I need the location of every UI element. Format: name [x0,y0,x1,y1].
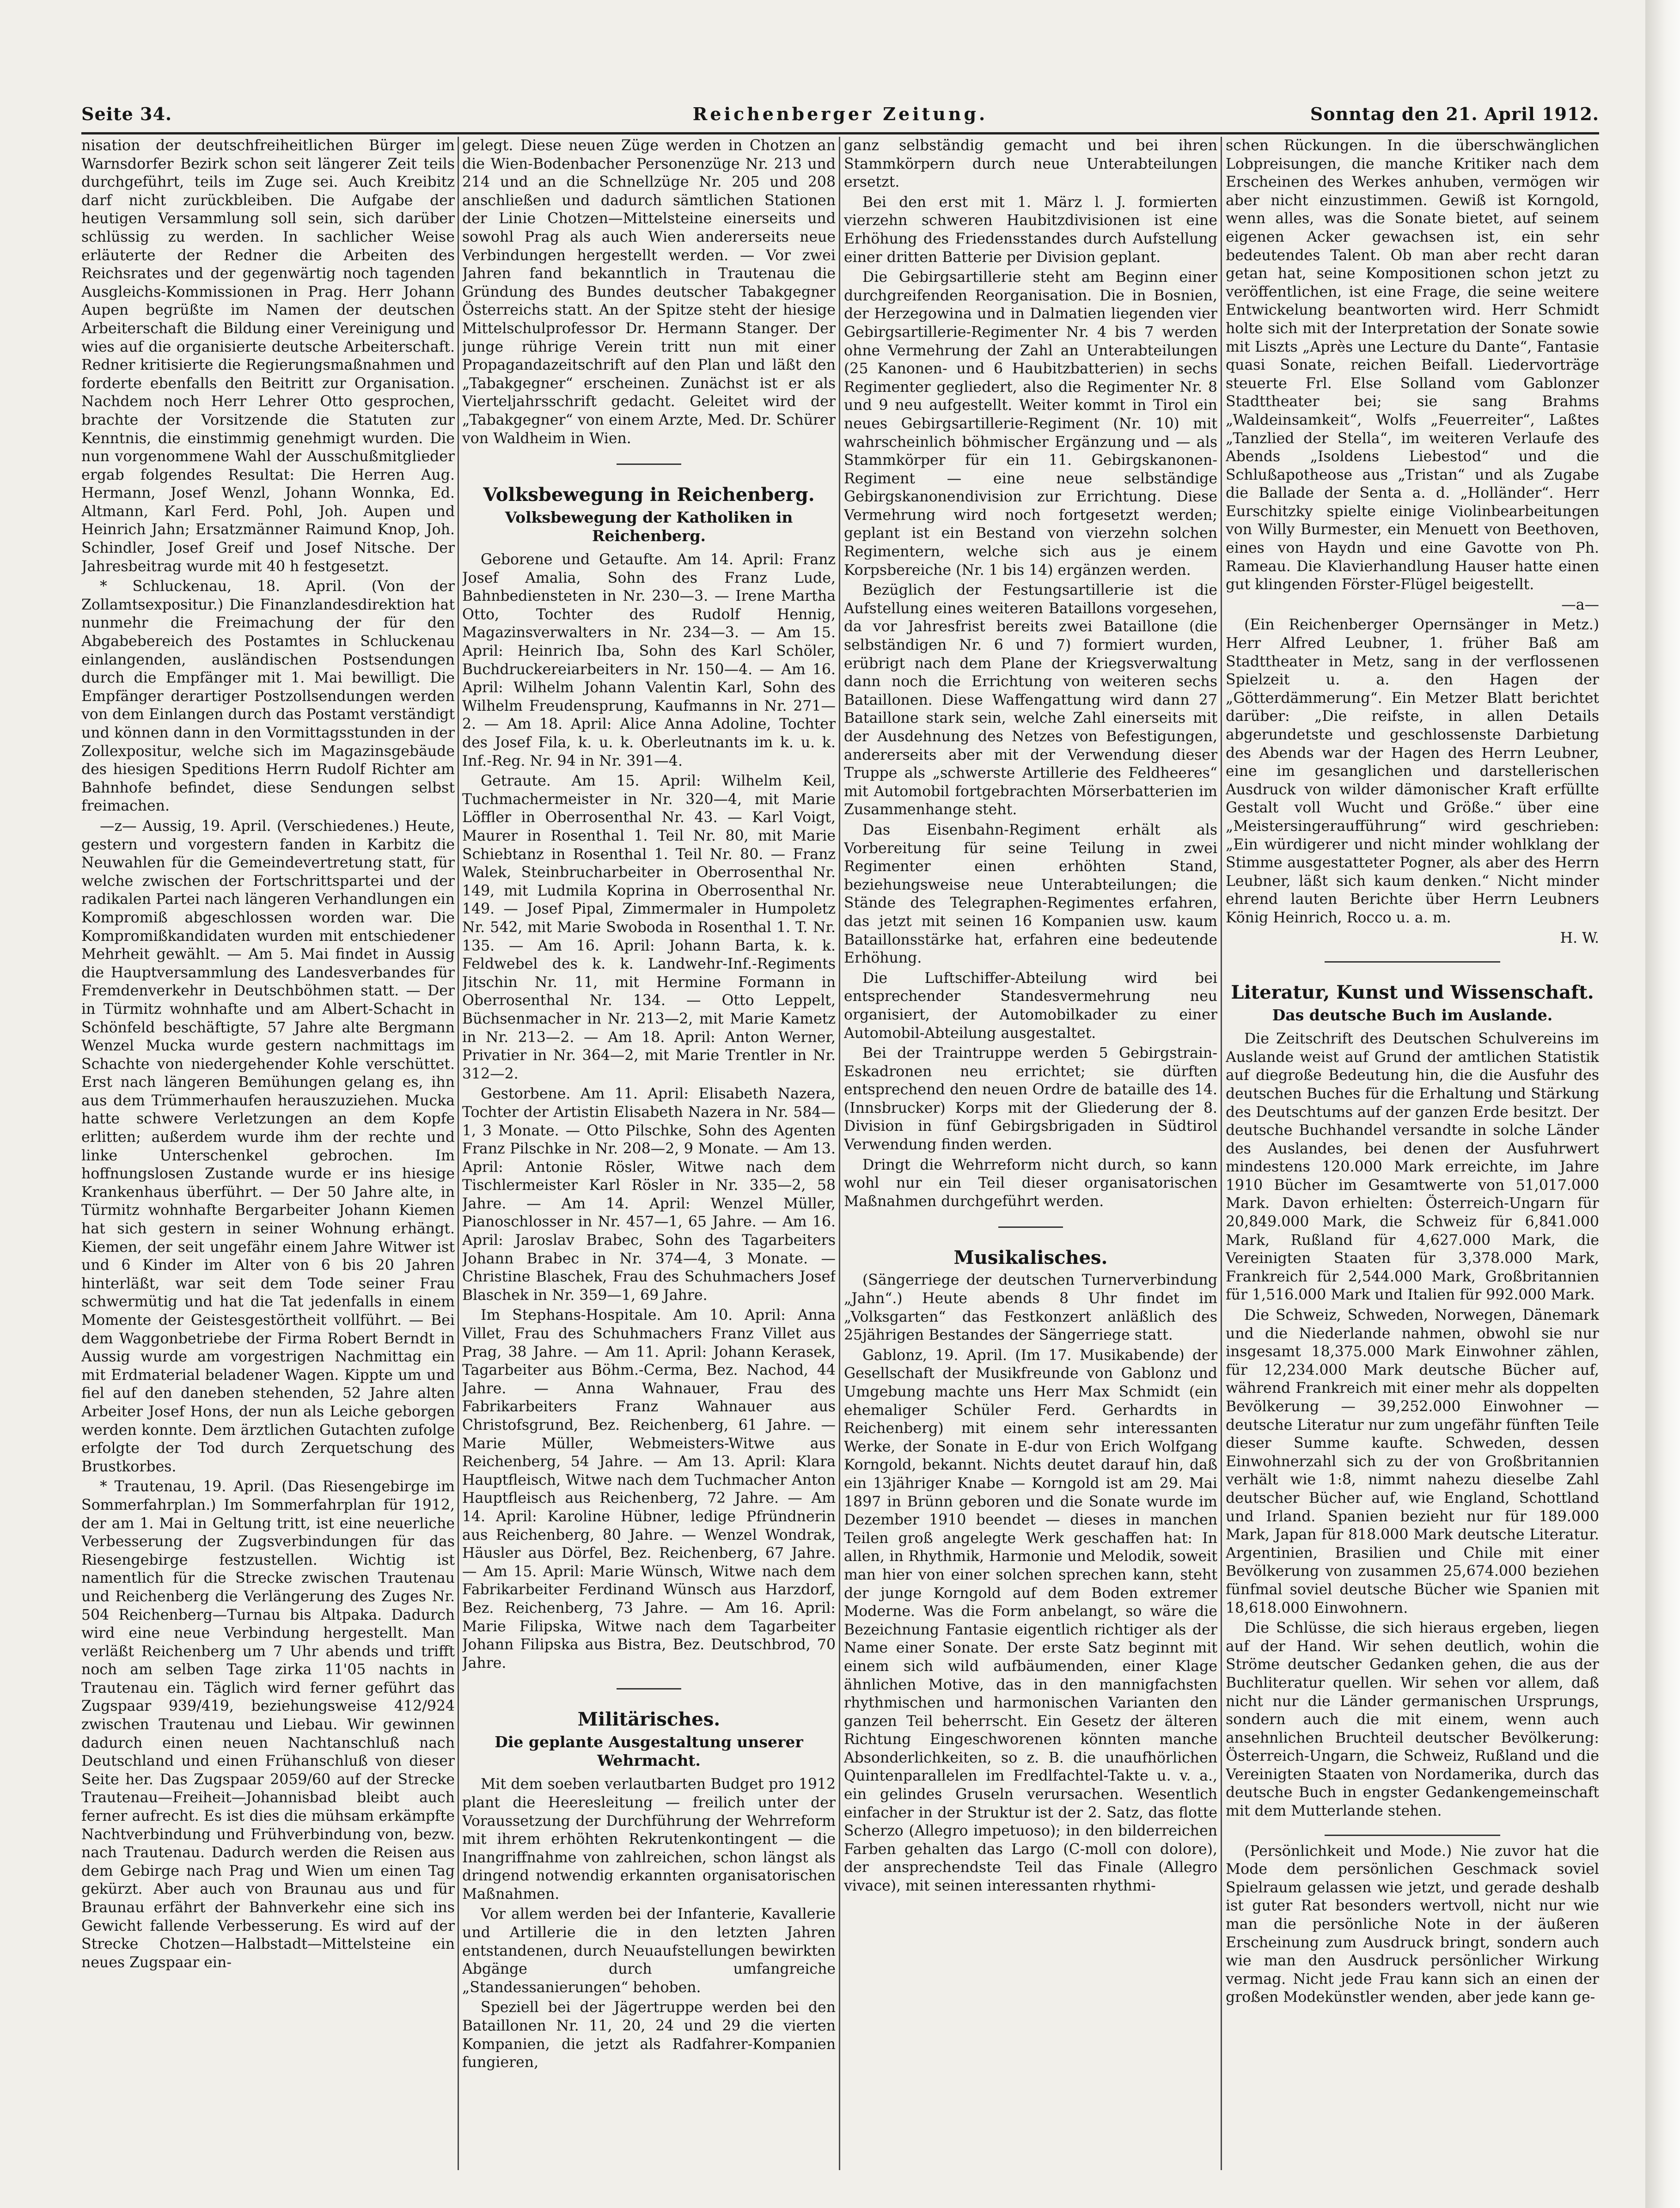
section-heading: Literatur, Kunst und Wissenschaft. [1231,982,1594,1004]
article-paragraph: Speziell bei der Jägertruppe werden bei den Bataillonen Nr. 11, 20, 24 und 29 die vierten Kompanien, die jetzt als Radfahrer-Kompanien fungieren, [462,1999,836,2071]
article-paragraph: Die Luftschiffer-Abteilung wird bei entsprechender Standesvermehrung neu organisiert, der Automobilkader zu einer Automobil-Abteilung ausgestaltet. [844,970,1217,1042]
article-paragraph: Das Eisenbahn-Regiment erhält als Vorbereitung für seine Teilung in zwei Regimenter einen erhöhten Stand, beziehungsweise neue Unterabteilungen; die Stände des Telegraphen-Regimentes erfahren, das jetzt mit seinen 16 Kompanien usw. kaum Bataillonsstärke hat, erfahren eine bedeutende Erhöhung. [844,821,1217,967]
column-divider [839,137,840,2170]
article-paragraph: Gestorbene. Am 11. April: Elisabeth Nazera, Tochter der Artistin Elisabeth Nazera in Nr. 584—1, 3 Monate. — Otto Pilschke, Sohn des Agenten Franz Pilschke in Nr. 208—2, 9 Monate. — Am 13. April: Antonie Rösler, Witwe nach dem Tischlermeister Karl Rösler in Nr. 335—2, 58 Jahre. — Am 14. April: Wenzel Müller, Pianoschlosser in Nr. 457—1, 65 Jahre. — Am 16. April: Jaroslav Brabec, Sohn des Tagarbeiters Johann Brabec in Nr. 374—4, 3 Monate. — Christine Blaschek, Frau des Schuhmachers Josef Blaschek in Nr. 359—1, 69 Jahre. [462,1086,836,1304]
column-divider [1221,137,1222,2170]
section-rule [617,464,681,465]
article-paragraph: ganz selbständig gemacht und bei ihren Stammkörpern durch neue Unterabteilungen ersetzt. [844,137,1217,191]
section-heading: Volksbewegung in Reichenberg. [483,484,815,506]
page-number: Seite 34. [81,104,172,124]
issue-date: Sonntag den 21. April 1912. [1310,104,1599,124]
section-subheading: Volksbewegung der Katholiken in Reichenberg. [505,508,793,545]
column-4 [1226,137,1599,2170]
article-paragraph: nisation der deutschfreiheitlichen Bürger im Warnsdorfer Bezirk schon seit längerer Zeit teils durchgeführt, teils im Zuge sei. Auch Kreibitz darf nicht zurückbleiben. Die Aufgabe der heutigen Versammlung soll sein, sich darüber schlüssig zu werden. In sachlicher Weise erläuterte der Redner die Arbeiten des Reichsrates und der gegenwärtig noch tagenden Ausgleichs-Kommissionen in Prag. Herr Johann Aupen begrüßte im Namen der deutschen Arbeiterschaft die Bildung einer Vereinigung und wies auf die organisierte deutsche Arbeiterschaft. Redner kritisierte die Regierungsmaßnahmen und forderte ebenfalls den Beitritt zur Organisation. Nachdem noch Herr Lehrer Otto gesprochen, brachte der Vorsitzende die Statuten zur Kenntnis, die einstimmig genehmigt wurden. Die nun vorgenommene Wahl der Ausschußmitglieder ergab folgendes Resultat: Die Herren Aug. Hermann, Josef Wenzl, Johann Wonnka, Ed. Altmann, Karl Ferd. Pohl, Joh. Aupen und Heinrich Jahn; Ersatzmänner Raimund Knop, Joh. Schindler, Josef Greif und Josef Nitsche. Der Jahresbeitrag wurde mit 40 h festgesetzt. [81,137,455,575]
section-rule [998,1226,1063,1228]
section-heading: Militärisches. [577,1708,721,1731]
page-header [81,104,1599,131]
article-paragraph: * Schluckenau, 18. April. (Von der Zollamtsexpositur.) Die Finanzlandesdirektion hat nunmehr die Freimachung der für den Abgabebereich des Postamtes in Schluckenau einlangenden, ausländischen Postsendungen durch die Empfänger mit 1. Mai bewilligt. Die Empfänger derartiger Postzollsendungen werden von dem Einlangen durch das Postamt verständigt und können dann in den Vormittagsstunden in der Zollexpositur, welche sich im Magazinsgebäude des hiesigen Speditions Herrn Rudolf Richter am Bahnhofe befindet, diese Sendungen selbst freimachen. [81,578,455,815]
article-paragraph: gelegt. Diese neuen Züge werden in Chotzen an die Wien-Bodenbacher Personenzüge Nr. 213 und 214 und an die Schnellzüge Nr. 205 und 208 anschließen und dadurch sämtlichen Stationen der Linie Chotzen—Mittelsteine einerseits und sowohl Prag als auch Wien andererseits neue Verbindungen hergestellt werden. — Vor zwei Jahren fand bekanntlich in Trautenau die Gründung des Bundes deutscher Tabakgegner Österreichs statt. An der Spitze steht der hiesige Mittelschulprofessor Dr. Hermann Stanger. Der junge rührige Verein tritt nun mit einer Propagandazeitschrift auf den Plan und läßt den „Tabakgegner“ erscheinen. Zunächst ist er als Vierteljahrsschrift gedacht. Geleitet wird der „Tabakgegner“ von einem Arzte, Med. Dr. Schürer von Waldheim in Wien. [462,137,836,447]
page-edge [1645,0,1680,2208]
section-heading: Musikalisches. [953,1247,1108,1269]
section-subheading: Die geplante Ausgestaltung unserer Wehrmacht. [495,1733,803,1770]
column-1 [81,137,455,2170]
article-paragraph: * Trautenau, 19. April. (Das Riesengebirge im Sommerfahrplan.) Im Sommerfahrplan für 1912, der am 1. Mai in Geltung tritt, ist eine neuerliche Verbesserung der Zugsverbindungen für das Riesengebirge festzustellen. Wichtig ist namentlich für die Strecke zwischen Trautenau und Reichenberg die Verlängerung des Zuges Nr. 504 Reichenberg—Turnau bis Altpaka. Dadurch wird eine neue Verbindung hergestellt. Man verläßt Reichenberg um 7 Uhr abends und trifft noch am selben Tage zirka 11'05 nachts in Trautenau ein. Täglich wird ferner geführt das Zugspaar 939/419, beziehungsweise 412/924 zwischen Trautenau und Liebau. Wir gewinnen dadurch einen neuen Nachtanschluß nach Deutschland und einen Frühanschluß von dieser Seite her. Das Zugspaar 2059/60 auf der Strecke Trautenau—Freiheit—Johannisbad bleibt auch ferner aufrecht. Es ist dies die mühsam erkämpfte Nachtverbindung und Frühverbindung von, bezw. nach Trautenau. Dadurch werden die Reisen aus dem Gebirge nach Prag und Wien um einen Tag gekürzt. Aber auch von Braunau aus und für Braunau erfährt der Bahnverkehr eine sich ins Gewicht fallende Verbesserung. Es wird auf der Strecke Chotzen—Halbstadt—Mittelsteine ein neues Zugspaar ein- [81,1478,455,1971]
column-3 [844,137,1217,2170]
article-paragraph: (Persönlichkeit und Mode.) Nie zuvor hat die Mode dem persönlichen Geschmack soviel Spielraum gelassen wie jetzt, und gerade deshalb ist guter Rat besonders wertvoll, nicht nur wie man die persönliche Note in der äußeren Erscheinung zum Ausdruck bringt, sondern auch wie man den Ausdruck persönlicher Wirkung vermag. Nicht jede Frau kann sich an einen der großen Modekünstler wenden, aber jede kann ge- [1226,1842,1599,2006]
author-signature: H. W. [1560,929,1599,946]
article-paragraph: Im Stephans-Hospitale. Am 10. April: Anna Villet, Frau des Schuhmachers Franz Villet aus Prag, 38 Jahre. — Am 11. April: Johann Kerasek, Tagarbeiter aus Böhm.-Cerma, Bez. Nachod, 44 Jahre. — Anna Wahnauer, Frau des Fabrikarbeiters Franz Wahnauer aus Christofsgrund, Bez. Reichenberg, 61 Jahre. — Marie Müller, Webmeisters-Witwe aus Reichenberg, 54 Jahre. — Am 13. April: Klara Hauptfleisch, Witwe nach dem Tuchmacher Anton Hauptfleisch aus Reichenberg, 72 Jahre. — Am 14. April: Karoline Hübner, ledige Pfründnerin aus Reichenberg, 80 Jahre. — Wenzel Wondrak, Häusler aus Dörfel, Bez. Reichenberg, 67 Jahre. — Am 15. April: Marie Wünsch, Witwe nach dem Fabrikarbeiter Ferdinand Wünsch aus Harzdorf, Bez. Reichenberg, 73 Jahre. — Am 16. April: Marie Filipska, Witwe nach dem Tagarbeiter Johann Filipska aus Bistra, Bez. Deutschbrod, 70 Jahre. [462,1307,836,1671]
article-paragraph: Bei der Traintruppe werden 5 Gebirgstrain-Eskadronen neu errichtet; sie dürften entsprechend den neuen Ordre de bataille des 14. (Innsbrucker) Korps mit der Gliederung der 8. Division in fünf Gebirgsbrigaden in Südtirol Verwendung finden werden. [844,1045,1217,1153]
article-paragraph: Dringt die Wehrreform nicht durch, so kann wohl nur ein Teil dieser organisatorischen Maßnahmen durchgeführt werden. [844,1156,1217,1210]
article-paragraph: Die Schlüsse, die sich hieraus ergeben, liegen auf der Hand. Wir sehen deutlich, wohin die Ströme deutscher Gedanken gehen, die aus der Buchliteratur quellen. Wir sehen vor allem, daß nicht nur die Länder germanischen Ursprungs, sondern auch die mit einem, wenn auch ansehnlichen Bruchteil deutscher Bevölkerung: Österreich-Ungarn, die Schweiz, Rußland und die Vereinigten Staaten von Nordamerika, durch das deutsche Buch in engster Gedankengemeinschaft mit dem Mutterlande stehen. [1226,1620,1599,1820]
column-2 [462,137,836,2170]
section-rule [617,1688,681,1690]
article-paragraph: Vor allem werden bei der Infanterie, Kavallerie und Artillerie die in den letzten Jahren entstandenen, durch Neuaufstellungen bewirkten Abgänge durch umfangreiche „Standessanierungen“ behoben. [462,1906,836,1996]
section-rule [1325,1835,1500,1836]
article-paragraph: Bei den erst mit 1. März l. J. formierten vierzehn schweren Haubitzdivisionen ist eine Erhöhung des Friedensstandes durch Aufstellung einer dritten Batterie per Division geplant. [844,194,1217,266]
section-subheading: Das deutsche Buch im Auslande. [1272,1006,1553,1025]
article-paragraph: Bezüglich der Festungsartillerie ist die Aufstellung eines weiteren Bataillons vorgesehen, da vor Jahresfrist bereits zwei Bataillone (die selbständigen Nr. 6 und 7) formiert wurden, erübrigt nach dem Plane der Kriegsverwaltung dann noch die Errichtung von weiteren sechs Bataillonen. Diese Waffengattung wird dann 27 Bataillone stark sein, welche Zahl einerseits mit der Ausdehnung des Netzes von Befestigungen, andererseits aber mit der Verwendung dieser Truppe als „schwerste Artillerie des Feldheeres“ mit Automobil fortgebrachten Mörserbatterien im Zusammenhange steht. [844,582,1217,818]
article-paragraph: —z— Aussig, 19. April. (Verschiedenes.) Heute, gestern und vorgestern fanden in Karbitz die Neuwahlen für die Gemeindevertretung statt, für welche zwischen der Fortschrittspartei und der radikalen Partei nach längeren Verhandlungen ein Kompromiß abgeschlossen worden war. Die Kompromißkandidaten wurden mit entschiedener Mehrheit gewählt. — Am 5. Mai findet in Aussig die Hauptversammlung des Landesverbandes für Fremdenverkehr in Deutschböhmen statt. — Der in Türmitz wohnhafte und am Albert-Schacht in Schönfeld beschäftigte, 57 Jahre alte Bergmann Wenzel Mucka wurde gestern nachmittags im Schachte von niedergehender Kohle verschüttet. Erst nach längeren Bemühungen gelang es, ihn aus dem Trümmerhaufen herauszuziehen. Mucka hatte schwere Verletzungen an dem Kopfe erlitten; außerdem wurde ihm der rechte und linke Unterschenkel gebrochen. Im hoffnungslosen Zustande wurde er ins hiesige Krankenhaus überführt. — Der 50 Jahre alte, in Türmitz wohnhafte Bergarbeiter Johann Kiemen hat sich gestern in seiner Wohnung erhängt. Kiemen, der seit ungefähr einem Jahre Witwer ist und 6 Kinder im Alter von 6 bis 20 Jahren hinterläßt, war seit dem Tode seiner Frau schwermütig und hat die Tat jedenfalls in einem Momente der Geistesgestörtheit vollführt. — Bei dem Waggonbetriebe der Firma Robert Berndt in Aussig wurde am vorgestrigen Nachmittag ein mit Erdmaterial beladener Wagen. Kippte um und fiel auf den daneben stehenden, 52 Jahre alten Arbeiter Josef Hons, der nun als Leiche geborgen werden konnte. Dem ärztlichen Gutachten zufolge erfolgte der Tod durch Zerquetschung des Brustkorbes. [81,817,455,1475]
column-divider [458,137,459,2170]
author-signature: —a— [1561,596,1599,613]
article-paragraph: Geborene und Getaufte. Am 14. April: Franz Josef Amalia, Sohn des Franz Lude, Bahnbediensteten in Nr. 230—3. — Irene Martha Otto, Tochter des Rudolf Hennig, Magazinsverwalters in Nr. 234—3. — Am 15. April: Heinrich Iba, Sohn des Karl Schöler, Buchdruckereiarbeiters in Nr. 150—4. — Am 16. April: Wilhelm Johann Valentin Karl, Sohn des Wilhelm Freudensprung, Kaufmanns in Nr. 271—2. — Am 18. April: Alice Anna Adoline, Tochter des Josef Fila, k. u. k. Oberleutnants im k. u. k. Inf.-Reg. Nr. 94 in Nr. 391—4. [462,551,836,769]
article-paragraph: Mit dem soeben verlautbarten Budget pro 1912 plant die Heeresleitung — freilich unter der Voraussetzung der Durchführung der Wehrreform mit ihrem erhöhten Rekrutenkontingent — die Inangriffnahme von zahlreichen, schon längst als dringend notwendig erkannten organisatorischen Maßnahmen. [462,1776,836,1903]
newspaper-title: Reichenberger Zeitung. [692,104,988,124]
section-rule [1325,961,1500,963]
article-paragraph: Die Gebirgsartillerie steht am Beginn einer durchgreifenden Reorganisation. Die in Bosnien, der Herzegowina und in Dalmatien liegenden vier Gebirgsartillerie-Regimenter Nr. 4 bis 7 werden ohne Vermehrung der Zahl an Unterabteilungen (25 Kanonen- und 6 Haubitzbatterien) in sechs Regimenter gegliedert, also die Regimenter Nr. 8 und 9 neu aufgestellt. Weiter kommt in Tirol ein neues Gebirgsartillerie-Regiment (Nr. 10) mit wahrscheinlich böhmischer Ergänzung und — als Stammkörper für ein 11. Gebirgskanonen-Regiment — eine neue selbständige Gebirgskanonendivision zur Errichtung. Diese Vermehrung wird noch fortgesetzt werden; geplant ist ein Bestand von vierzehn solchen Regimentern, welche sich aus je einem Korpsbereiche (Nr. 1 bis 14) ergänzen werden. [844,269,1217,579]
article-paragraph: Gablonz, 19. April. (Im 17. Musikabende) der Gesellschaft der Musikfreunde von Gablonz und Umgebung machte uns Herr Max Schmidt (ein ehemaliger Schüler Ferd. Gerhardts in Reichenberg) mit einem sehr interessanten Werke, der Sonate in E-dur von Erich Wolfgang Korngold, bekannt. Nichts deutet darauf hin, daß ein 13jähriger Knabe — Korngold ist am 29. Mai 1897 in Brünn geboren und die Sonate wurde im Dezember 1910 beendet — dieses in manchen Teilen groß angelegte Werk geschaffen hat: In allen, in Rhythmik, Harmonie und Melodik, soweit man hier von einer solchen sprechen kann, steht der junge Korngold auf dem Boden extremer Moderne. Was die Form anbelangt, so wäre die Bezeichnung Fantasie eigentlich richtiger als der Name einer Sonate. Der erste Satz beginnt mit einem sich wild aufbäumenden, einer Klage ähnlichen Motive, das in den mannigfachsten rhythmischen und harmonischen Varianten den ganzen Teil beherrscht. Ein Gesetz der älteren Richtung Eingeschworenen könnten manche Absonderlichkeiten, so z. B. die unaufhörlichen Quintenparallelen im Fredlfachtel-Takte u. v. a., ein gelindes Gruseln verursachen. Wesentlich einfacher in der Struktur ist der 2. Satz, das flotte Scherzo (Allegro impetuoso); in den bilderreichen Farben gehalten das Largo (C-moll con dolore), der ansprechendste Teil das Finale (Allegro vivace), mit seinen interessanten rhythmi- [844,1347,1217,1895]
article-paragraph: schen Rückungen. In die überschwänglichen Lobpreisungen, die manche Kritiker nach dem Erscheinen des Werkes anhuben, vermögen wir aber nicht einzustimmen. Gewiß ist Korngold, wenn alles, was die Sonate bietet, auf seinem eigenen Acker gewachsen ist, ein sehr bedeutendes Talent. Ob man aber recht daran getan hat, seine Kompositionen schon jetzt zu veröffentlichen, ist eine Frage, die seine weitere Entwickelung beantworten wird. Herr Schmidt holte sich mit der Interpretation der Sonate sowie mit Liszts „Après une Lecture du Dante“, Fantasie quasi Sonate, reichen Beifall. Liedervorträge steuerte Frl. Else Solland vom Gablonzer Stadttheater bei; sie sang Brahms „Waldeinsamkeit“, Wolfs „Feuerreiter“, Laßtes „Tanzlied der Stella“, im weiteren Verlaufe des Abends „Isoldens Liebestod“ und die Schlußapotheose aus „Tristan“ und als Zugabe die Ballade der Senta a. d. „Holländer“. Herr Eurschitzky spielte einige Violinbearbeitungen von Willy Burmester, ein Menuett von Beethoven, eines von Haydn und eine Gavotte von Ph. Rameau. Die Klavierhandlung Hauser hatte einen gut klingenden Förster-Flügel beigestellt. [1226,137,1599,593]
header-rule [81,132,1599,134]
article-paragraph: (Ein Reichenberger Opernsänger in Metz.) Herr Alfred Leubner, 1. früher Baß am Stadttheater in Metz, sang in der verflossenen Spielzeit u. a. den Hagen der „Götterdämmerung“. Ein Metzer Blatt berichtet darüber: „Die reifste, in allen Details abgerundetste und geschlossenste Darbietung des Abends war der Hagen des Herrn Leubner, eine im gesanglichen und darstellerischen Ausdruck von wilder dämonischer Kraft erfüllte Gestalt voll Wucht und Größe.“ über eine „Meistersingeraufführung“ wird geschrieben: „Ein würdigerer und nicht minder wohlklang der Stimme ausgestatteter Pogner, als aber des Herrn Leubner, läßt sich kaum denken.“ Nicht minder ehrend lauten Berichte über Herrn Leubners König Heinrich, Rocco u. a. m. [1226,616,1599,926]
article-paragraph: Die Schweiz, Schweden, Norwegen, Dänemark und die Niederlande nahmen, obwohl sie nur insgesamt 18,375.000 Mark Einwohner zählen, für 12,234.000 Mark deutsche Bücher auf, während Frankreich mit einer mehr als doppelten Bevölkerung — 39,252.000 Einwohner — deutsche Literatur nur zum ungefähr fünften Teile dieser Summe kaufte. Schweden, dessen Einwohnerzahl sich zu der von Großbritannien verhält wie 1:8, nimmt nahezu dieselbe Zahl deutscher Bücher auf, wie England, Schottland und Irland. Spanien bezieht nur für 189.000 Mark, Japan für 818.000 Mark deutsche Literatur. Argentinien, Brasilien und Chile mit einer Bevölkerung von zusammen 25,674.000 beziehen fünfmal soviel deutsche Bücher wie Spanien mit 18,618.000 Einwohnern. [1226,1307,1599,1616]
article-paragraph: Getraute. Am 15. April: Wilhelm Keil, Tuchmachermeister in Nr. 320—4, mit Marie Löffler in Oberrosenthal Nr. 43. — Karl Voigt, Maurer in Rosenthal 1. Teil Nr. 80, mit Marie Schiebtanz in Rosenthal 1. Teil Nr. 80. — Franz Walek, Steinbrucharbeiter in Oberrosenthal Nr. 149, mit Ludmila Koprina in Oberrosenthal Nr. 149. — Josef Pipal, Zimmermaler in Humpoletz Nr. 542, mit Marie Swoboda in Rosenthal 1. T. Nr. 135. — Am 16. April: Johann Barta, k. k. Feldwebel des k. k. Landwehr-Inf.-Regiments Jitschin Nr. 11, mit Hermine Formann in Oberrosenthal Nr. 134. — Otto Leppelt, Büchsenmacher in Nr. 213—2, mit Marie Kametz in Nr. 213—2. — Am 18. April: Anton Werner, Privatier in Nr. 364—2, mit Marie Trentler in Nr. 312—2. [462,773,836,1082]
article-paragraph: Die Zeitschrift des Deutschen Schulvereins im Auslande weist auf Grund der amtlichen Statistik auf diegroße Bedeutung hin, die die Ausfuhr des deutschen Buches für die Erhaltung und Stärkung des Deutschtums auf der ganzen Erde besitzt. Der deutsche Buchhandel versandte in solche Länder des Auslandes, bei denen der Ausfuhrwert mindestens 120.000 Mark erreichte, im Jahre 1910 Bücher im Gesamtwerte von 51,017.000 Mark. Davon erhielten: Österreich-Ungarn für 20,849.000 Mark, die Schweiz für 6,841.000 Mark, Rußland für 4,627.000 Mark, die Vereinigten Staaten für 3,378.000 Mark, Frankreich für 2,544.000 Mark, Großbritannien für 1,516.000 Mark und Italien für 992.000 Mark. [1226,1031,1599,1304]
article-paragraph: (Sängerriege der deutschen Turnerverbindung „Jahn“.) Heute abends 8 Uhr findet im „Volksgarten“ das Festkonzert anläßlich des 25jährigen Bestandes der Sängerriege statt. [844,1272,1217,1344]
